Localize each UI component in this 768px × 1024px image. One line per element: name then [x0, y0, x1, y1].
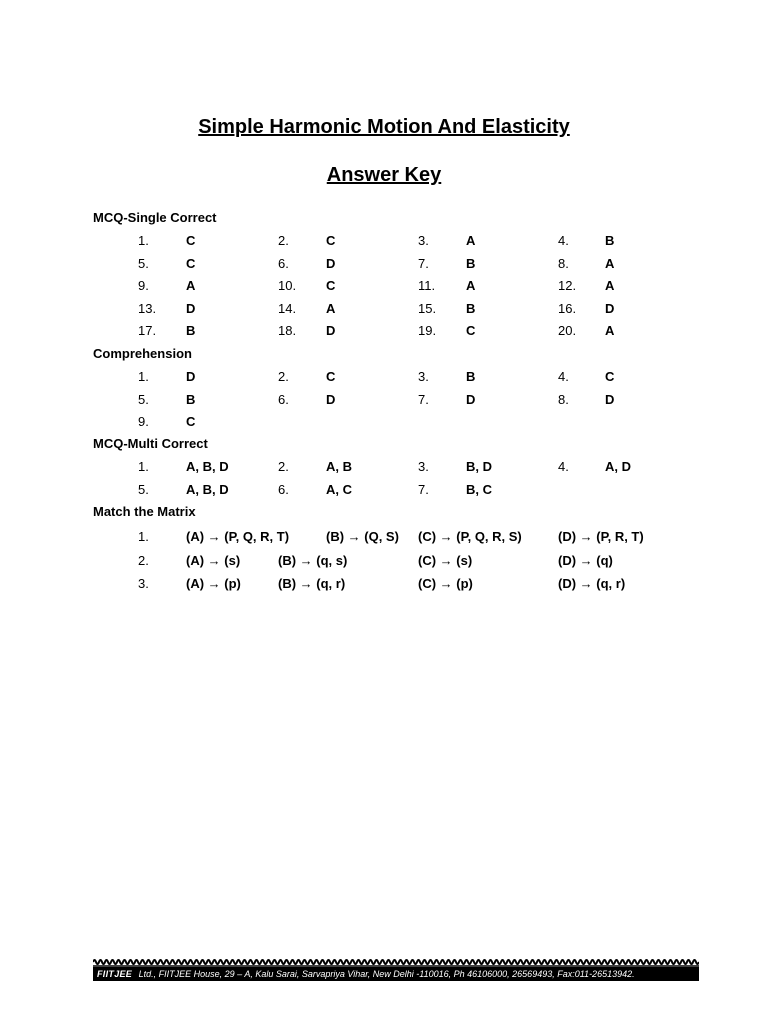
question-number: 7.: [418, 482, 429, 497]
answer-value: D: [186, 369, 196, 384]
question-number: 17.: [138, 323, 157, 338]
question-number: 4.: [558, 459, 569, 474]
section-heading-comprehension: Comprehension: [93, 346, 192, 361]
answer-value: C: [605, 369, 615, 384]
answer-value: B, D: [466, 459, 492, 474]
question-number: 7.: [418, 255, 429, 271]
page-footer: [93, 957, 699, 981]
section-heading-mcq-multi: MCQ-Multi Correct: [93, 436, 208, 451]
question-number: 8.: [558, 391, 569, 407]
section-heading-match-matrix: Match the Matrix: [93, 504, 196, 519]
answer-value: A: [186, 278, 196, 293]
answer-value: B: [186, 323, 196, 338]
answer-value: A: [466, 233, 476, 248]
question-number: 7.: [418, 391, 429, 407]
question-number: 13.: [138, 300, 157, 316]
question-number: 19.: [418, 323, 437, 338]
question-number: 3.: [418, 233, 429, 248]
footer-wave-border: [93, 957, 699, 967]
answer-value: B, C: [466, 482, 492, 497]
question-number: 9.: [138, 278, 149, 293]
document-subtitle: Answer Key: [326, 164, 442, 186]
answer-value: A, D: [605, 459, 631, 474]
answer-value: B: [466, 369, 476, 384]
question-number: 3.: [418, 459, 429, 474]
question-number: 10.: [278, 278, 297, 293]
question-number: 5.: [138, 255, 149, 271]
answer-value: C: [186, 233, 196, 248]
match-pair: (D) → (q, r): [558, 576, 626, 591]
match-pair: (B) → (q, r): [278, 576, 346, 591]
match-pair: (B) → (q, s): [278, 552, 348, 568]
answer-value: D: [326, 255, 336, 271]
question-number: 14.: [278, 300, 297, 316]
match-pair: (A) → (s): [186, 552, 241, 568]
answer-value: B: [186, 391, 196, 407]
footer-address: Ltd., FIITJEE House, 29 – A, Kalu Sarai, Sarvapriya Vihar, New Delhi -110016, Ph 46106000, 26569493, Fax:011-26513942.: [138, 969, 635, 979]
answer-value: A: [605, 255, 615, 271]
answer-value: C: [186, 414, 196, 429]
answer-row: [0, 256, 768, 276]
answer-value: A, B: [326, 459, 352, 474]
question-number: 3.: [418, 369, 429, 384]
answer-value: A: [605, 323, 615, 338]
fiitjee-logo: FIITJEE: [97, 969, 133, 979]
question-number: 6.: [278, 482, 289, 497]
question-number: 6.: [278, 255, 289, 271]
match-pair: (C) → (P, Q, R, S): [418, 529, 522, 544]
answer-value: D: [605, 300, 615, 316]
answer-value: A: [326, 300, 336, 316]
answer-row: [0, 301, 768, 321]
section-heading-mcq-single: MCQ-Single Correct: [93, 210, 217, 225]
question-number: 6.: [278, 391, 289, 407]
answer-value: A, B, D: [186, 459, 229, 474]
question-number: 18.: [278, 323, 297, 338]
question-number: 4.: [558, 233, 569, 248]
answer-row: [0, 323, 768, 343]
question-number: 2.: [138, 552, 149, 568]
question-number: 11.: [418, 278, 436, 293]
answer-row: [0, 233, 768, 253]
question-number: 8.: [558, 255, 569, 271]
question-number: 16.: [558, 300, 577, 316]
question-number: 2.: [278, 459, 289, 474]
answer-row: [0, 392, 768, 412]
question-number: 9.: [138, 414, 149, 429]
question-number: 2.: [278, 233, 289, 248]
answer-row: [0, 482, 768, 502]
answer-value: C: [466, 323, 476, 338]
answer-value: A, B, D: [186, 482, 229, 497]
document-title: Simple Harmonic Motion And Elasticity: [198, 116, 570, 138]
question-number: 1.: [138, 459, 149, 474]
match-pair: (A) → (P, Q, R, T): [186, 529, 290, 544]
answer-value: D: [466, 391, 476, 407]
match-pair: (A) → (p): [186, 576, 241, 591]
answer-value: C: [326, 278, 336, 293]
answer-value: D: [326, 323, 336, 338]
match-row: [0, 553, 768, 573]
answer-row: [0, 369, 768, 389]
answer-row: [0, 459, 768, 479]
match-pair: (B) → (Q, S): [326, 529, 399, 544]
answer-value: D: [605, 391, 615, 407]
question-number: 15.: [418, 300, 437, 316]
question-number: 1.: [138, 529, 149, 544]
question-number: 1.: [138, 369, 149, 384]
answer-value: C: [186, 255, 196, 271]
answer-value: C: [326, 233, 336, 248]
answer-value: A: [605, 278, 615, 293]
answer-value: A, C: [326, 482, 352, 497]
answer-value: D: [186, 300, 196, 316]
answer-value: B: [605, 233, 615, 248]
question-number: 12.: [558, 278, 577, 293]
answer-row: [0, 414, 768, 434]
answer-value: D: [326, 391, 336, 407]
question-number: 2.: [278, 369, 289, 384]
answer-value: B: [466, 300, 476, 316]
footer-bar: [93, 967, 699, 981]
question-number: 5.: [138, 482, 149, 497]
answer-value: A: [466, 278, 476, 293]
match-pair: (C) → (s): [418, 552, 473, 568]
match-pair: (C) → (p): [418, 576, 473, 591]
answer-value: C: [326, 369, 336, 384]
match-row: [0, 576, 768, 596]
question-number: 4.: [558, 369, 569, 384]
match-row: [0, 529, 768, 549]
question-number: 20.: [558, 323, 577, 338]
answer-row: [0, 278, 768, 298]
question-number: 3.: [138, 576, 149, 591]
answer-value: B: [466, 255, 476, 271]
question-number: 1.: [138, 233, 149, 248]
match-pair: (D) → (q): [558, 552, 613, 568]
match-pair: (D) → (P, R, T): [558, 529, 644, 544]
question-number: 5.: [138, 391, 149, 407]
